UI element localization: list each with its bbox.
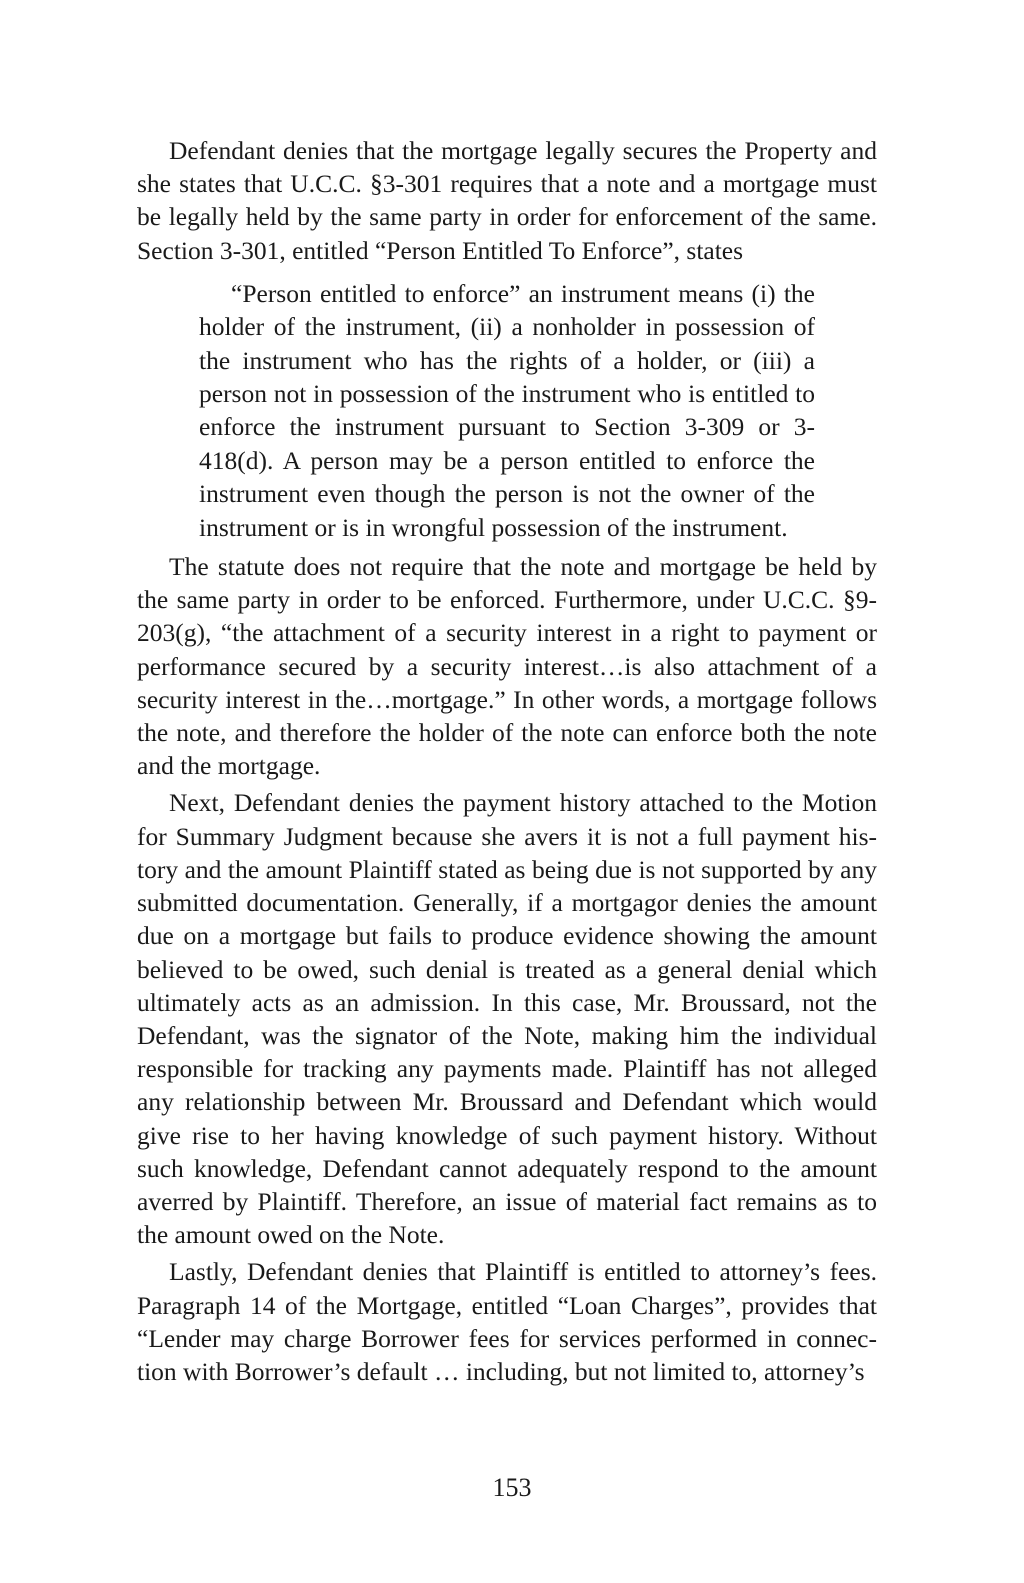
page-number: 153 [492, 1473, 532, 1502]
document-body [137, 134, 877, 1388]
paragraph-attorney-fees: Lastly, Defendant denies that Plaintiff is entitled to attorney’s fees. Paragraph 14 of the Mortgage, entitled “Loan Charges”, provides that “Lender may charge Borrower fees for services performed in connection with Borrower’s default … including, but not limited to, attorney’s [137, 1257, 877, 1386]
paragraph-statute-analysis: The statute does not require that the note and mortgage be held by the same party in order to be enforced. Furthermore, under U.C.C. §9-203(g), “the attachment of a security interest in a right to payment or performance secured by a security interest…is also attachment of a security interest in the…mortgage.” In other words, a mortgage follows the note, and therefore the holder of the note can enforce both the note and the mortgage. [137, 552, 877, 781]
block-quote-section-3-301: “Person entitled to enforce” an instrument means (i) the holder of the instrument, (ii) a nonholder in possession of the instrument who has the rights of a holder, or (iii) a person not in possession of the instrument who is entitled to enforce the instrument pursuant to Section 3-309 or 3-418(d). A person may be a person entitled to enforce the instrument even though the person is not the owner of the instrument or is in wrongful possession of the instrument. [199, 278, 815, 542]
paragraph-payment-history: Next, Defendant denies the payment history attached to the Motion for Summary Judgment because she avers it is not a full payment history and the amount Plaintiff stated as being due is not supported by any submitted documentation. Generally, if a mortgagor denies the amount due on a mortgage but fails to produce evidence showing the amount believed to be owed, such denial is treated as a general denial which ultimately acts as an admission. In this case, Mr. Broussard, not the Defendant, was the signator of the Note, making him the individual responsible for tracking any payments made. Plaintiff has not alleged any relationship between Mr. Broussard and Defendant which would give rise to her having knowledge of such payment history. Without such knowledge, Defendant cannot adequately respond to the amount averred by Plaintiff. Therefore, an issue of material fact remains as to the amount owed on the Note. [137, 788, 877, 1250]
paragraph-mortgage-security: Defendant denies that the mortgage legally secures the Property and she states that U.C.C. §3-301 requires that a note and a mortgage must be legally held by the same party in order for enforcement of the same. Section 3-301, entitled “Person Entitled To Enforce”, states [137, 136, 877, 265]
